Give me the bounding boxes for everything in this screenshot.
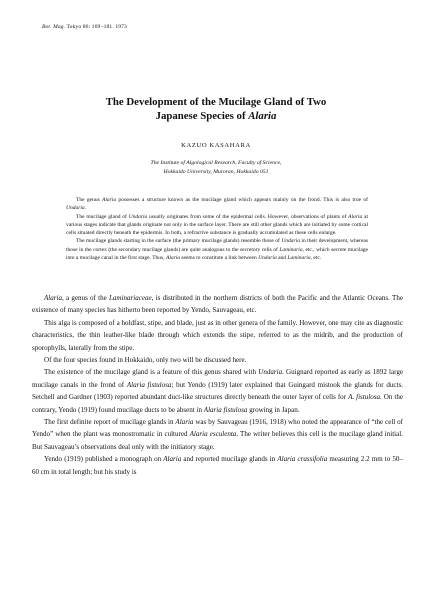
- abstract-paragraph-1: The genus Alaria possesses a structure known as the mucilage gland which appears mainly on the frond. This is also true of Undaria.: [66, 197, 368, 212]
- body-paragraph-3: Of the four species found in Hokkaido, only two will be discussed here.: [44, 356, 247, 365]
- body-paragraph-6: Yendo (1919) published a monograph on Alaria and reported mucilage glands in Alaria crassifolia measuring 2.2 mm to 50–60 cm in total length; but his study is: [32, 455, 403, 476]
- body-text: [32, 292, 403, 478]
- body-paragraph-1: Alaria, a genus of the Laminariaceae, is distributed in the northern districts of both the Pacific and the Atlantic Oceans. The existence of many species has hitherto been reported by Yendo, Sauvageau, etc.: [32, 294, 403, 315]
- paper-title: [0, 95, 432, 123]
- author-name: KAZUO KASAHARA: [181, 142, 251, 149]
- body-paragraph-5: The first definite report of mucilage glands in Alaria was by Sauvageau (1916, 1918) who noted the appearance of “the cell of Yendo” when the plant was monostromatic in cultured Alaria esculenta. The writer believes this cell is the mucilage gland initial. But Sauvageau’s observations deal only with the initiatory stage.: [32, 418, 404, 451]
- abstract-paragraph-3: The mucilage glands starting in the surface (the primary mucilage glands) resemble those of Undaria in their development, whereas those in the cortex (the secondary mucilage glands) are quite analogous to the secretory cells of Laminaria, etc., which secrete mucilage into a mucilage canal in the first stage. Thus, Alaria seems to constitute a link between Undaria and Laminaria, etc.: [66, 238, 368, 262]
- abstract: [66, 196, 368, 262]
- affiliation: [0, 159, 432, 177]
- affiliation-line-2: Hokkaido University, Muroran, Hokkaido 051: [163, 169, 269, 175]
- body-paragraph-2: This alga is composed of a holdfast, stipe, and blade, just as in other genera of the family. However, one may cite as diagnostic characteristics, the thin leather-like blade through which extends the stipe, referred to as the midrib, and the production of sporophylls, laterally from the stipe.: [32, 318, 403, 352]
- title-line-2: Japanese Species of Alaria: [155, 110, 277, 122]
- abstract-paragraph-2: The mucilage gland of Undaria usually originates from some of the epidermal cells. However, observations of plants of Alaria at various stages indicate that glands originate not only in the surface layer. There are still other glands which are initiated by some cortical cells situated directly beneath the epidermis. In both, a refractive substance is gradually accumulated as these cells enlarge.: [66, 213, 368, 237]
- body-paragraph-4: The existence of the mucilage gland is a feature of this genus shared with Undaria. Guignard reported as early as 1892 large mucilage canals in the frond of Alaria fistulosa; but Yendo (1919) later explained that Guingard mistook the glands for ducts. Setchell and Gardner (1903) reported abundant duct-like structures directly beneath the outer layer of cells for A. fistulosa. On the contrary, Yendo (1919) found mucilage ducts to be absent in Alaria fistulosa growing in Japan.: [32, 368, 403, 414]
- title-line-1: The Development of the Mucilage Gland of Two: [105, 96, 327, 108]
- journal-reference: Bot. Mag. Tokyo 86: 169−181. 1973: [42, 24, 127, 30]
- affiliation-line-1: The Institute of Algological Research, Faculty of Science,: [150, 160, 282, 166]
